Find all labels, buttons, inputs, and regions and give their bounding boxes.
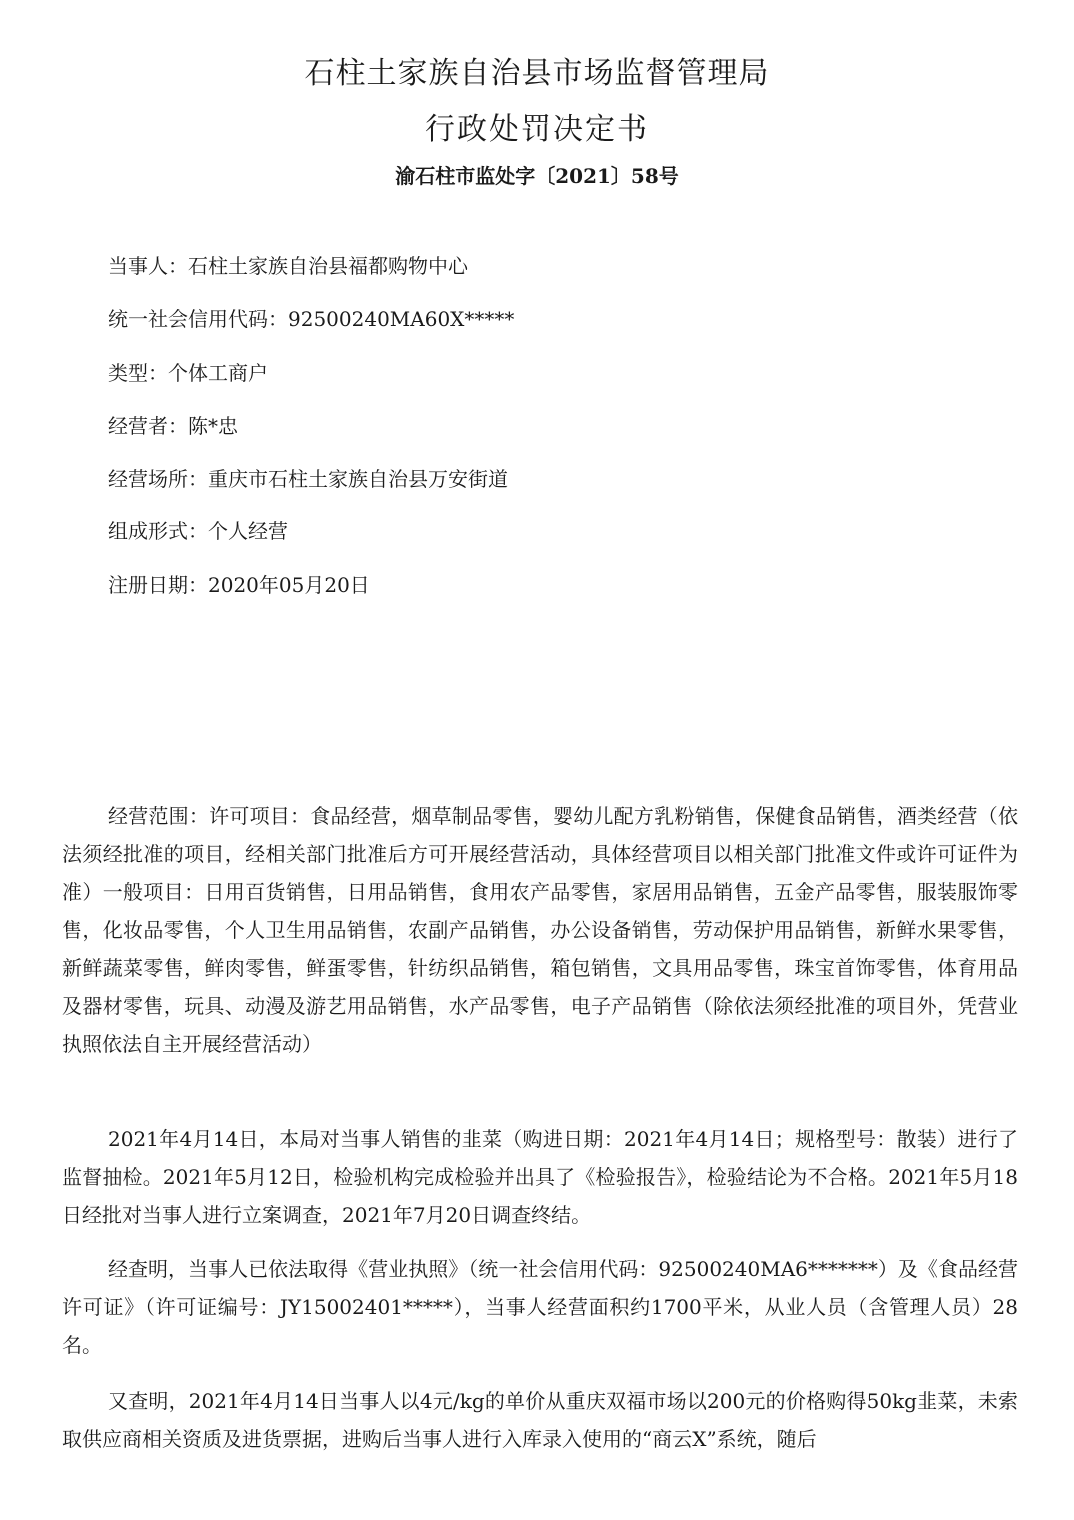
operator-line <box>108 413 238 439</box>
type-value: 个体工商户 <box>168 361 268 385</box>
address-line <box>108 466 508 492</box>
party-name-value: 石柱土家族自治县福都购物中心 <box>188 254 468 278</box>
form-label: 组成形式： <box>108 519 208 543</box>
party-name-label: 当事人： <box>108 254 188 278</box>
operator-label: 经营者： <box>108 414 188 438</box>
form-value: 个人经营 <box>208 519 288 543</box>
credit-code-label: 统一社会信用代码： <box>108 307 288 331</box>
type-line <box>108 360 268 386</box>
further-findings-paragraph: 又查明，2021年4月14日当事人以4元/kg的单价从重庆双福市场以200元的价格购得50kg韭菜，未索取供应商相关资质及进货票据，进购后当事人进行入库录入使用的“商云X”系统，随后 <box>62 1389 1018 1451</box>
address-value: 重庆市石柱土家族自治县万安街道 <box>208 467 508 491</box>
address-label: 经营场所： <box>108 467 208 491</box>
credit-code-value: 92500240MA60X***** <box>288 307 515 331</box>
type-label: 类型： <box>108 361 168 385</box>
operator-value: 陈*忠 <box>188 414 238 438</box>
findings-paragraph: 经查明，当事人已依法取得《营业执照》（统一社会信用代码：92500240MA6*******）及《食品经营许可证》（许可证编号：JY15002401*****），当事人经营面积约1700平米，从业人员（含管理人员）28名。 <box>62 1257 1018 1357</box>
party-name-line <box>108 253 468 279</box>
agency-name: 石柱土家族自治县市场监督管理局 <box>304 56 770 91</box>
form-line <box>108 518 288 544</box>
credit-code-line <box>108 306 514 332</box>
reg-date-value: 2020年05月20日 <box>208 573 370 597</box>
document-title: 行政处罚决定书 <box>425 112 649 147</box>
reg-date-label: 注册日期： <box>108 573 208 597</box>
business-scope-paragraph: 经营范围：许可项目：食品经营，烟草制品零售，婴幼儿配方乳粉销售，保健食品销售，酒类经营（依法须经批准的项目，经相关部门批准后方可开展经营活动，具体经营项目以相关部门批准文件或许可证件为准）一般项目：日用百货销售，日用品销售，食用农产品零售，家居用品销售，五金产品零售，服装服饰零售，化妆品零售，个人卫生用品销售，农副产品销售，办公设备销售，劳动保护用品销售，新鲜水果零售，新鲜蔬菜零售，鲜肉零售，鲜蛋零售，针纺织品销售，箱包销售，文具用品零售，珠宝首饰零售，体育用品及器材零售，玩具、动漫及游艺用品销售，水产品零售，电子产品销售（除依法须经批准的项目外，凭营业执照依法自主开展经营活动） <box>62 804 1018 1056</box>
inspection-paragraph: 2021年4月14日，本局对当事人销售的韭菜（购进日期：2021年4月14日；规格型号：散装）进行了监督抽检。2021年5月12日，检验机构完成检验并出具了《检验报告》，检验结论为不合格。2021年5月18日经批对当事人进行立案调查，2021年7月20日调查终结。 <box>62 1127 1018 1227</box>
document-number: 渝石柱市监处字〔2021〕58号 <box>395 164 679 188</box>
reg-date-line <box>108 572 370 598</box>
